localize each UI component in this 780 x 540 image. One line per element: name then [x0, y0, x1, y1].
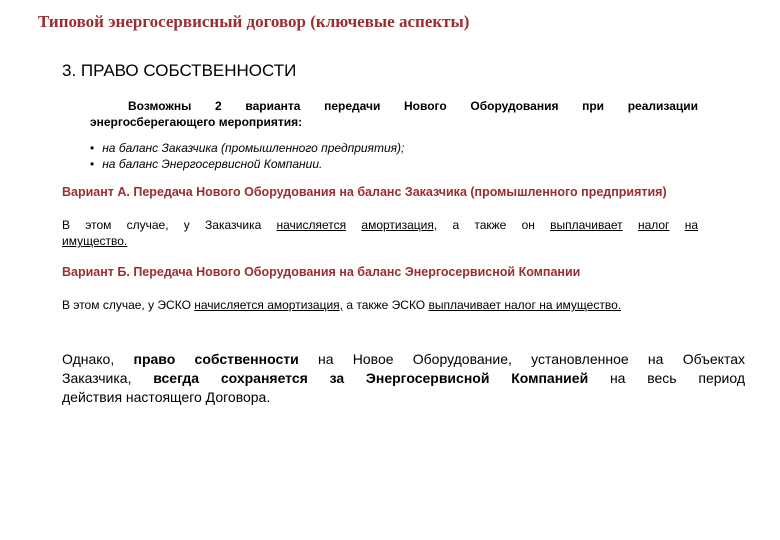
text: а также он [437, 218, 551, 232]
ownership-options-list [90, 140, 404, 172]
text: на Новое Оборудование, установленное на Объектах [298, 351, 745, 367]
variant-b-heading: Вариант Б. Передача Нового Оборудования на баланс Энергосервисной Компании [62, 265, 581, 279]
conclusion-line-1 [62, 350, 745, 369]
underlined-text: начисляется [276, 218, 347, 232]
text [623, 218, 638, 232]
variant-a-line-1 [62, 217, 698, 233]
underlined-text: на [684, 218, 698, 232]
bold-text: право собственности [133, 351, 299, 367]
bold-text: всегда сохраняется за Энергосервисной Компанией [153, 370, 589, 386]
intro-paragraph [90, 98, 698, 130]
text [346, 218, 361, 232]
underlined-text: выплачивает [550, 218, 623, 232]
variant-b-paragraph [62, 297, 621, 313]
section-heading: 3. ПРАВО СОБСТВЕННОСТИ [62, 61, 297, 80]
variant-a-line-2 [62, 233, 698, 249]
text: Однако, [62, 351, 134, 367]
conclusion-line-2 [62, 369, 745, 388]
intro-line-1: Возможны 2 варианта передачи Нового Оборудования при реализации [128, 99, 698, 113]
underlined-text: начисляется амортизация, [194, 298, 343, 312]
underlined-text: выплачивает налог на имущество. [428, 298, 622, 312]
text: В этом случае, у ЭСКО [62, 298, 195, 312]
underlined-text: налог [637, 218, 670, 232]
text: на весь период [588, 370, 745, 386]
text: а также ЭСКО [343, 298, 429, 312]
list-item: • на баланс Заказчика (промышленного предприятия); [90, 140, 404, 156]
underlined-text: амортизация, [361, 218, 438, 232]
conclusion-line-3: действия настоящего Договора. [62, 389, 271, 405]
slide-title: Типовой энергосервисный договор (ключевые аспекты) [38, 12, 470, 31]
intro-line-2: энергосберегающего мероприятия: [90, 115, 303, 129]
list-item: • на баланс Энергосервисной Компании. [90, 156, 404, 172]
conclusion-paragraph [62, 350, 745, 407]
variant-a-heading: Вариант А. Передача Нового Оборудования на баланс Заказчика (промышленного предприятия) [62, 185, 667, 199]
text [669, 218, 684, 232]
underlined-text: имущество. [62, 234, 128, 248]
variant-a-paragraph [62, 217, 698, 249]
text: В этом случае, у Заказчика [62, 218, 277, 232]
text: Заказчика, [62, 370, 154, 386]
